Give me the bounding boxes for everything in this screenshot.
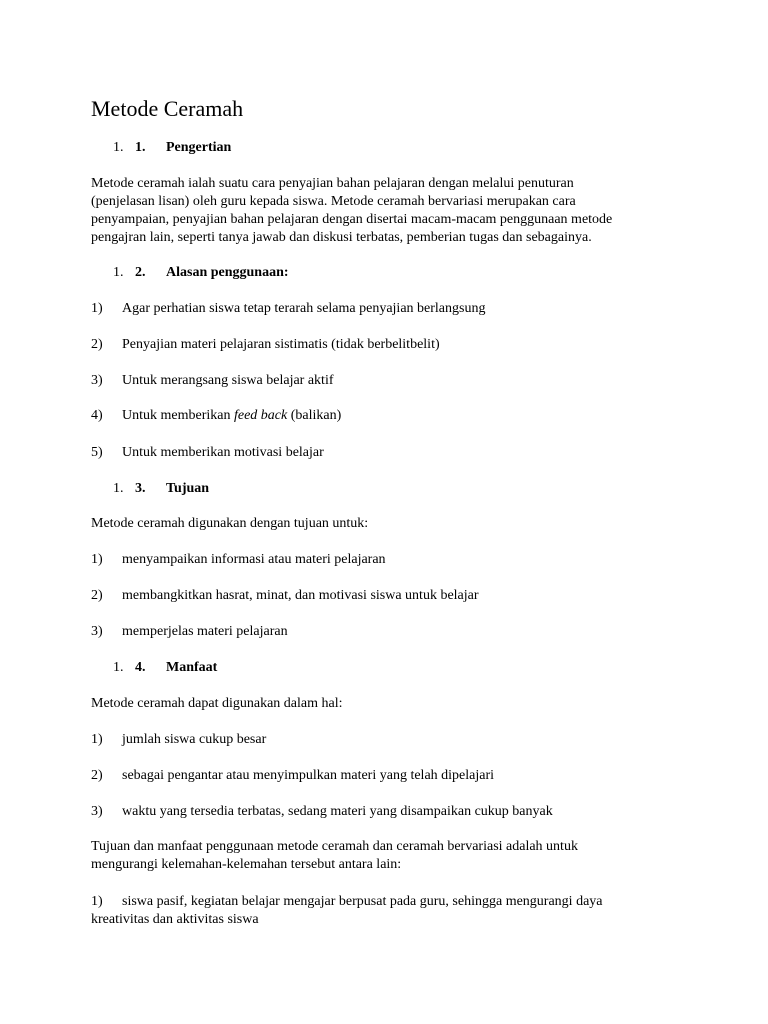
list-item bbox=[0, 551, 768, 569]
item-number: 3) bbox=[91, 624, 103, 639]
item-text bbox=[122, 407, 341, 425]
item-number: 1) bbox=[91, 301, 103, 316]
tujuan-intro: Metode ceramah digunakan dengan tujuan untuk: bbox=[91, 516, 369, 531]
item-text-line: kreativitas dan aktivitas siswa bbox=[91, 912, 259, 927]
list-item bbox=[0, 407, 768, 425]
list-number: 1. bbox=[113, 481, 124, 496]
list-item bbox=[0, 803, 768, 821]
item-text-part: Untuk memberikan bbox=[122, 408, 234, 423]
item-number: 2) bbox=[91, 768, 103, 783]
list-item bbox=[0, 444, 768, 462]
item-number: 3) bbox=[91, 373, 103, 388]
section-heading-manfaat bbox=[0, 659, 768, 677]
item-text: Penyajian materi pelajaran sistimatis (tidak berbelitbelit) bbox=[122, 337, 440, 352]
item-text: waktu yang tersedia terbatas, sedang materi yang disampaikan cukup banyak bbox=[122, 804, 553, 819]
item-number: 5) bbox=[91, 445, 103, 460]
list-item bbox=[0, 731, 768, 749]
item-text-emphasis: feed back bbox=[233, 408, 288, 423]
list-number: 1. bbox=[113, 265, 124, 280]
item-number: 3) bbox=[91, 804, 103, 819]
section-heading-alasan bbox=[0, 264, 768, 282]
section-title: Pengertian bbox=[166, 140, 232, 155]
paragraph-line: (penjelasan lisan) oleh guru kepada siswa. Metode ceramah bervariasi merupakan cara bbox=[91, 194, 576, 209]
item-text: Untuk memberikan motivasi belajar bbox=[122, 445, 324, 460]
manfaat-intro: Metode ceramah dapat digunakan dalam hal: bbox=[91, 696, 343, 711]
section-title: Manfaat bbox=[166, 660, 218, 675]
paragraph-line: penyampaian, penyajian bahan pelajaran dengan disertai macam-macam penggunaan metode bbox=[91, 212, 613, 227]
list-item bbox=[0, 300, 768, 318]
closing-paragraph bbox=[91, 838, 651, 874]
paragraph-line: pengajran lain, seperti tanya jawab dan diskusi terbatas, pemberian tugas dan sebagainya. bbox=[91, 230, 592, 245]
item-text: Untuk merangsang siswa belajar aktif bbox=[122, 373, 334, 388]
item-text-part: (balikan) bbox=[287, 408, 342, 423]
item-number: 2) bbox=[91, 588, 103, 603]
paragraph-line: Tujuan dan manfaat penggunaan metode ceramah dan ceramah bervariasi adalah untuk bbox=[91, 839, 578, 854]
section-number: 1. bbox=[135, 140, 146, 155]
section-number: 3. bbox=[135, 481, 146, 496]
item-text: membangkitkan hasrat, minat, dan motivasi siswa untuk belajar bbox=[122, 588, 479, 603]
page-title: Metode Ceramah bbox=[91, 96, 244, 121]
paragraph-line: mengurangi kelemahan-kelemahan tersebut antara lain: bbox=[91, 857, 402, 872]
item-text: Agar perhatian siswa tetap terarah selama penyajian berlangsung bbox=[122, 301, 486, 316]
list-item bbox=[0, 767, 768, 785]
section-number: 2. bbox=[135, 265, 146, 280]
list-number: 1. bbox=[113, 140, 124, 155]
item-number: 1) bbox=[91, 732, 103, 747]
item-text: sebagai pengantar atau menyimpulkan materi yang telah dipelajari bbox=[122, 768, 495, 783]
item-text: menyampaikan informasi atau materi pelajaran bbox=[122, 552, 386, 567]
pengertian-paragraph bbox=[91, 175, 651, 247]
section-title: Alasan penggunaan: bbox=[166, 265, 289, 280]
list-item bbox=[91, 893, 661, 929]
item-text: memperjelas materi pelajaran bbox=[122, 624, 288, 639]
list-item bbox=[0, 372, 768, 390]
list-item bbox=[0, 623, 768, 641]
item-number: 1) bbox=[91, 894, 103, 909]
list-item bbox=[0, 336, 768, 354]
section-number: 4. bbox=[135, 660, 146, 675]
list-number: 1. bbox=[113, 660, 124, 675]
section-heading-tujuan bbox=[0, 480, 768, 498]
section-heading-pengertian bbox=[0, 139, 768, 157]
section-title: Tujuan bbox=[166, 481, 210, 496]
item-number: 2) bbox=[91, 337, 103, 352]
item-number: 4) bbox=[91, 408, 103, 423]
item-number: 1) bbox=[91, 552, 103, 567]
item-text-line: siswa pasif, kegiatan belajar mengajar berpusat pada guru, sehingga mengurangi daya bbox=[122, 894, 603, 909]
paragraph-line: Metode ceramah ialah suatu cara penyajian bahan pelajaran dengan melalui penuturan bbox=[91, 176, 574, 191]
list-item bbox=[0, 587, 768, 605]
item-text: jumlah siswa cukup besar bbox=[122, 732, 267, 747]
